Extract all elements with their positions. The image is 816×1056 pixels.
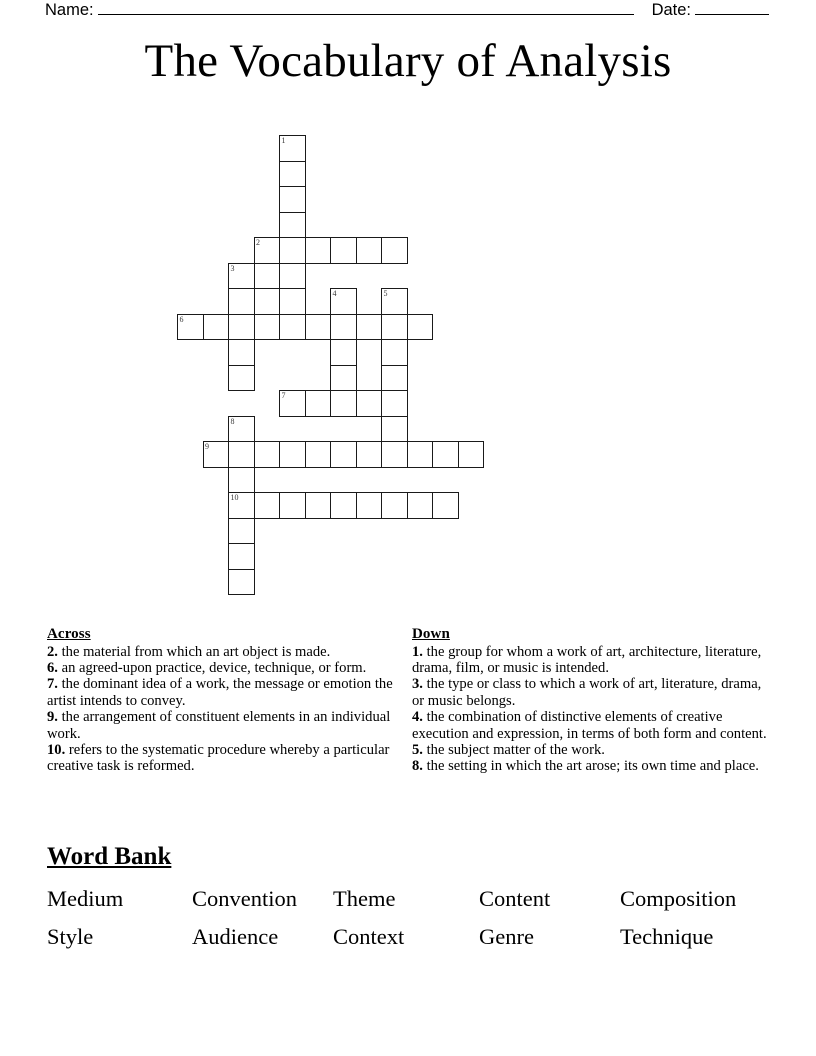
date-input-line[interactable] bbox=[695, 0, 769, 15]
crossword-cell-number: 3 bbox=[230, 263, 235, 273]
crossword-cell[interactable] bbox=[203, 441, 230, 468]
crossword-cell[interactable] bbox=[381, 365, 408, 392]
crossword-cell[interactable] bbox=[228, 543, 255, 570]
date-label: Date: bbox=[651, 1, 691, 19]
crossword-cell[interactable] bbox=[381, 492, 408, 519]
crossword-cell[interactable] bbox=[279, 263, 306, 290]
word-bank-word: Convention bbox=[192, 886, 297, 911]
crossword-cell[interactable] bbox=[254, 263, 281, 290]
crossword-cell[interactable] bbox=[381, 314, 408, 341]
clue-text: the group for whom a work of art, architecture, literature, drama, film, or music is intended. bbox=[412, 643, 762, 677]
clue-item bbox=[412, 742, 772, 758]
crossword-cell[interactable] bbox=[381, 237, 408, 264]
crossword-cell[interactable] bbox=[254, 441, 281, 468]
clue-number: 6. bbox=[47, 660, 58, 677]
crossword-cell[interactable] bbox=[305, 390, 332, 417]
crossword-cell[interactable] bbox=[330, 390, 357, 417]
crossword-cell[interactable] bbox=[228, 288, 255, 315]
crossword-cell[interactable] bbox=[381, 288, 408, 315]
word-bank-word: Audience bbox=[192, 924, 279, 949]
crossword-cell[interactable] bbox=[279, 237, 306, 264]
crossword-cell[interactable] bbox=[279, 390, 306, 417]
down-heading: Down bbox=[412, 626, 450, 642]
crossword-cell[interactable] bbox=[407, 492, 434, 519]
crossword-cell-number: 1 bbox=[281, 136, 286, 145]
crossword-cell[interactable] bbox=[228, 492, 255, 519]
clue-item bbox=[47, 644, 402, 660]
down-clues-column bbox=[412, 626, 772, 775]
crossword-cell-number: 10 bbox=[230, 493, 239, 502]
clue-text: the material from which an art object is made. bbox=[57, 643, 331, 660]
crossword-cell[interactable] bbox=[279, 161, 306, 188]
crossword-cell[interactable] bbox=[356, 314, 383, 341]
clue-item bbox=[412, 676, 772, 709]
crossword-cell[interactable] bbox=[279, 441, 306, 468]
crossword-cell[interactable] bbox=[228, 339, 255, 366]
clue-text: the arrangement of constituent elements in an individual work. bbox=[47, 709, 391, 742]
clue-number: 7. bbox=[47, 676, 58, 693]
word-bank-list bbox=[47, 880, 787, 956]
crossword-cell[interactable] bbox=[203, 314, 230, 341]
crossword-cell[interactable] bbox=[228, 467, 255, 494]
crossword-cell-number: 8 bbox=[230, 416, 235, 426]
crossword-cell[interactable] bbox=[254, 288, 281, 315]
crossword-cell[interactable] bbox=[407, 441, 434, 468]
word-bank-word: Composition bbox=[620, 886, 737, 911]
clue-number: 9. bbox=[47, 709, 58, 726]
crossword-cell[interactable] bbox=[356, 441, 383, 468]
crossword-cell[interactable] bbox=[305, 237, 332, 264]
name-input-line[interactable] bbox=[98, 0, 634, 15]
crossword-cell[interactable] bbox=[228, 569, 255, 596]
crossword-cell[interactable] bbox=[381, 339, 408, 366]
clue-text: an agreed-upon practice, device, technique, or form. bbox=[57, 660, 367, 677]
crossword-cell-number: 5 bbox=[383, 289, 388, 298]
crossword-cell[interactable] bbox=[279, 212, 306, 239]
name-date-row bbox=[45, 0, 771, 26]
word-bank-word: Style bbox=[47, 924, 94, 949]
crossword-cell[interactable] bbox=[330, 492, 357, 519]
clue-text: refers to the systematic procedure whereby a particular creative task is reformed. bbox=[47, 741, 390, 775]
clues-section bbox=[0, 626, 816, 831]
crossword-cell[interactable] bbox=[356, 237, 383, 264]
crossword-cell[interactable] bbox=[432, 492, 459, 519]
clue-number: 2. bbox=[47, 643, 58, 660]
crossword-cell[interactable] bbox=[228, 518, 255, 545]
crossword-cell[interactable] bbox=[279, 288, 306, 315]
word-bank-word: Medium bbox=[47, 886, 124, 911]
name-label: Name: bbox=[45, 1, 94, 19]
clue-text: the subject matter of the work. bbox=[422, 741, 605, 758]
crossword-cell[interactable] bbox=[432, 441, 459, 468]
word-bank-word: Theme bbox=[333, 886, 396, 911]
crossword-grid bbox=[177, 135, 497, 605]
crossword-cell[interactable] bbox=[330, 314, 357, 341]
crossword-cell[interactable] bbox=[305, 492, 332, 519]
crossword-cell[interactable] bbox=[254, 314, 281, 341]
crossword-cell[interactable] bbox=[330, 441, 357, 468]
clue-number: 1. bbox=[412, 643, 423, 660]
crossword-cell[interactable] bbox=[330, 339, 357, 366]
clue-number: 4. bbox=[412, 709, 423, 726]
crossword-cell[interactable] bbox=[254, 237, 281, 264]
clue-text: the dominant idea of a work, the message or emotion the artist intends to convey. bbox=[47, 676, 393, 709]
crossword-cell-number: 4 bbox=[332, 289, 337, 298]
crossword-cell[interactable] bbox=[356, 390, 383, 417]
crossword-cell[interactable] bbox=[407, 314, 434, 341]
crossword-cell[interactable] bbox=[305, 314, 332, 341]
word-bank-word: Genre bbox=[479, 924, 534, 949]
crossword-cell[interactable] bbox=[458, 441, 485, 468]
crossword-cell[interactable] bbox=[279, 135, 306, 162]
crossword-cell[interactable] bbox=[381, 441, 408, 468]
word-bank-word: Content bbox=[479, 886, 551, 911]
clue-item bbox=[47, 676, 402, 709]
crossword-cell[interactable] bbox=[177, 314, 204, 341]
crossword-cell[interactable] bbox=[228, 416, 255, 443]
crossword-cell[interactable] bbox=[254, 492, 281, 519]
word-bank-word: Context bbox=[333, 924, 405, 949]
crossword-cell[interactable] bbox=[381, 416, 408, 443]
clue-item bbox=[412, 758, 772, 774]
crossword-cell[interactable] bbox=[279, 314, 306, 341]
word-bank-word: Technique bbox=[620, 924, 714, 949]
crossword-cell[interactable] bbox=[279, 492, 306, 519]
clue-item bbox=[47, 742, 402, 775]
clue-number: 5. bbox=[412, 741, 423, 758]
across-clue-list bbox=[47, 644, 402, 775]
crossword-cell[interactable] bbox=[228, 441, 255, 468]
crossword-cell[interactable] bbox=[356, 492, 383, 519]
across-clues-column bbox=[47, 626, 402, 775]
crossword-cell[interactable] bbox=[330, 237, 357, 264]
crossword-cell[interactable] bbox=[228, 314, 255, 341]
crossword-cell[interactable] bbox=[330, 365, 357, 392]
crossword-cell-number: 6 bbox=[179, 314, 184, 324]
clue-text: the combination of distinctive elements of creative execution and expression, in terms of both form and content. bbox=[412, 709, 767, 742]
clue-item bbox=[47, 660, 402, 676]
page-title: The Vocabulary of Analysis bbox=[144, 35, 672, 87]
clue-item bbox=[412, 644, 772, 677]
crossword-cell-number: 7 bbox=[281, 391, 286, 400]
crossword-cell-number: 9 bbox=[205, 442, 209, 451]
crossword-cell[interactable] bbox=[381, 390, 408, 417]
clue-number: 10. bbox=[47, 741, 66, 758]
clue-item bbox=[47, 709, 402, 742]
across-heading: Across bbox=[47, 626, 91, 642]
clue-number: 8. bbox=[412, 758, 423, 775]
clue-text: the setting in which the art arose; its own time and place. bbox=[422, 758, 759, 775]
down-clue-list bbox=[412, 644, 772, 775]
crossword-cell-number: 2 bbox=[256, 238, 260, 247]
crossword-cell[interactable] bbox=[279, 186, 306, 213]
crossword-cell[interactable] bbox=[330, 288, 357, 315]
crossword-cell[interactable] bbox=[228, 263, 255, 290]
clue-number: 3. bbox=[412, 676, 423, 693]
clue-text: the type or class to which a work of art, literature, drama, or music belongs. bbox=[412, 676, 762, 709]
crossword-cell[interactable] bbox=[228, 365, 255, 392]
clue-item bbox=[412, 709, 772, 742]
crossword-cell[interactable] bbox=[305, 441, 332, 468]
word-bank-heading: Word Bank bbox=[47, 843, 172, 870]
